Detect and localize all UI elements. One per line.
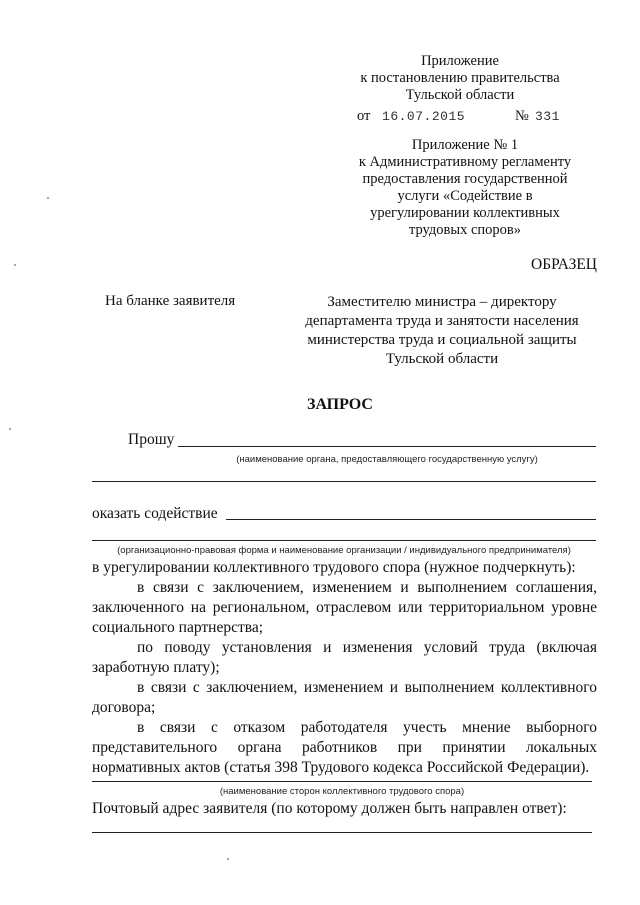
request-label: Прошу bbox=[128, 431, 175, 448]
appendix-line-2: к постановлению правительства bbox=[360, 70, 560, 86]
assist-label: оказать содействие bbox=[92, 505, 218, 522]
postal-address-label: Почтовый адрес заявителя (по которому должен быть направлен ответ): bbox=[92, 800, 567, 817]
option-working-conditions: по поводу установления и изменения условий труда (включая заработную плату); bbox=[92, 639, 597, 676]
request-continuation-blank bbox=[92, 481, 596, 482]
appendix-1-line-3: предоставления государственной bbox=[362, 171, 568, 187]
appendix-header bbox=[330, 53, 590, 104]
sample-label: ОБРАЗЕЦ bbox=[531, 256, 597, 273]
addressee-line-4: Тульской области bbox=[385, 351, 499, 367]
addressee-line-2: департамента труда и занятости населения bbox=[305, 313, 579, 329]
scan-speck bbox=[14, 264, 16, 266]
appendix-1-line-4: услуги «Содействие в bbox=[397, 188, 533, 204]
document-title: ЗАПРОС bbox=[307, 396, 373, 413]
option-agreement: в связи с заключением, изменением и выполнением соглашения, заключенного на региональном, отраслевом или территориальном уровне социального партнерства; bbox=[92, 579, 597, 636]
postal-address-blank bbox=[92, 832, 592, 833]
organization-caption: (организационно-правовая форма и наименование организации / индивидуального предпринимателя) bbox=[117, 545, 571, 556]
option-collective-agreement: в связи с заключением, изменением и выполнением коллективного договора; bbox=[92, 679, 597, 716]
addressee-line-3: министерства труда и социальной защиты bbox=[307, 332, 577, 348]
addressee-line-1: Заместителю министра – директору bbox=[327, 294, 557, 310]
parties-caption: (наименование сторон коллективного трудового спора) bbox=[219, 786, 465, 797]
request-organ-caption: (наименование органа, предоставляющего государственную услугу) bbox=[236, 454, 538, 465]
decree-number: 331 bbox=[535, 109, 560, 124]
option-employer-refusal: в связи с отказом работодателя учесть мнение выборного представительного органа работников при принятии локальных нормативных актов (статья 398 Трудового кодекса Российской Федерации). bbox=[92, 719, 597, 776]
appendix-line-3: Тульской области bbox=[405, 87, 515, 103]
organization-blank bbox=[92, 540, 596, 541]
scan-speck bbox=[47, 197, 49, 199]
appendix-1-block bbox=[330, 137, 600, 239]
appendix-1-line-1: Приложение № 1 bbox=[411, 137, 519, 153]
assist-blank bbox=[226, 519, 596, 520]
request-organ-blank bbox=[178, 446, 596, 447]
appendix-line-1: Приложение bbox=[421, 53, 499, 69]
scan-speck bbox=[227, 858, 229, 860]
parties-blank bbox=[92, 781, 592, 782]
decree-date-number bbox=[357, 108, 597, 128]
appendix-1-line-6: трудовых споров» bbox=[408, 222, 522, 238]
settle-line: в урегулировании коллективного трудового спора (нужное подчеркнуть): bbox=[92, 559, 576, 576]
scan-speck bbox=[9, 428, 11, 430]
appendix-1-line-5: урегулировании коллективных bbox=[370, 205, 560, 221]
number-prefix: № bbox=[515, 108, 529, 124]
letterhead-note: На бланке заявителя bbox=[105, 293, 236, 309]
decree-date: 16.07.2015 bbox=[382, 109, 466, 124]
date-prefix: от bbox=[357, 108, 371, 124]
appendix-1-line-2: к Административному регламенту bbox=[358, 154, 572, 170]
addressee-block bbox=[288, 293, 596, 369]
